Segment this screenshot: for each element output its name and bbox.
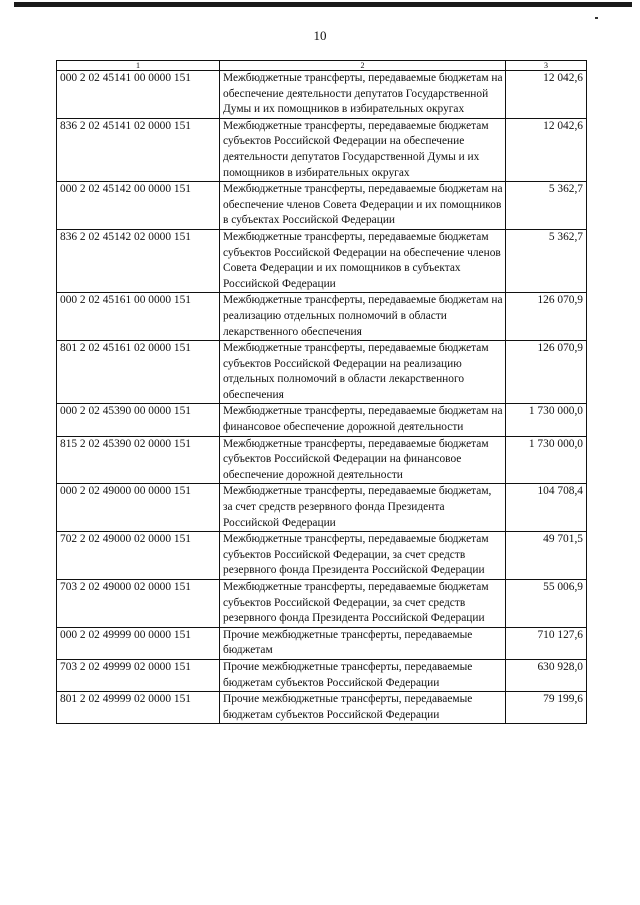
column-number-row — [57, 61, 587, 71]
transfer-name-cell: Межбюджетные трансферты, передаваемые бюджетам субъектов Российской Федерации на обеспечение членов Совета Федерации и их помощников в субъектах Российской Федерации — [220, 229, 506, 292]
table-row — [57, 484, 587, 532]
amount-cell: 5 362,7 — [506, 229, 587, 292]
budget-code-cell: 801 2 02 45161 02 0000 151 — [57, 341, 220, 404]
table-row — [57, 71, 587, 119]
table-row — [57, 627, 587, 659]
budget-code-cell: 000 2 02 49000 00 0000 151 — [57, 484, 220, 532]
budget-transfers-table — [56, 60, 587, 724]
amount-cell: 630 928,0 — [506, 659, 587, 691]
budget-code-cell: 000 2 02 49999 00 0000 151 — [57, 627, 220, 659]
budget-code-cell: 836 2 02 45141 02 0000 151 — [57, 118, 220, 181]
budget-code-cell: 815 2 02 45390 02 0000 151 — [57, 436, 220, 484]
budget-code-cell: 000 2 02 45390 00 0000 151 — [57, 404, 220, 436]
column-number-1: 1 — [57, 61, 220, 71]
scan-speck — [595, 17, 598, 19]
table-row — [57, 436, 587, 484]
transfer-name-cell: Межбюджетные трансферты, передаваемые бюджетам, за счет средств резервного фонда Президента Российской Федерации — [220, 484, 506, 532]
transfer-name-cell: Прочие межбюджетные трансферты, передаваемые бюджетам — [220, 627, 506, 659]
budget-code-cell: 836 2 02 45142 02 0000 151 — [57, 229, 220, 292]
transfer-name-cell: Межбюджетные трансферты, передаваемые бюджетам субъектов Российской Федерации на обеспечение деятельности депутатов Государственной Думы и их помощников в избирательных округах — [220, 118, 506, 181]
column-number-3: 3 — [506, 61, 587, 71]
column-number-2: 2 — [220, 61, 506, 71]
transfer-name-cell: Прочие межбюджетные трансферты, передаваемые бюджетам субъектов Российской Федерации — [220, 692, 506, 724]
table-row — [57, 118, 587, 181]
amount-cell: 104 708,4 — [506, 484, 587, 532]
amount-cell: 126 070,9 — [506, 341, 587, 404]
transfer-name-cell: Межбюджетные трансферты, передаваемые бюджетам на обеспечение деятельности депутатов Государственной Думы и их помощников в избирательных округах — [220, 71, 506, 119]
amount-cell: 126 070,9 — [506, 293, 587, 341]
transfer-name-cell: Межбюджетные трансферты, передаваемые бюджетам субъектов Российской Федерации на финансовое обеспечение дорожной деятельности — [220, 436, 506, 484]
table-row — [57, 182, 587, 230]
budget-code-cell: 000 2 02 45141 00 0000 151 — [57, 71, 220, 119]
budget-code-cell: 801 2 02 49999 02 0000 151 — [57, 692, 220, 724]
amount-cell: 5 362,7 — [506, 182, 587, 230]
transfer-name-cell: Межбюджетные трансферты, передаваемые бюджетам субъектов Российской Федерации, за счет средств резервного фонда Президента Российской Федерации — [220, 580, 506, 628]
budget-code-cell: 000 2 02 45161 00 0000 151 — [57, 293, 220, 341]
transfer-name-cell: Межбюджетные трансферты, передаваемые бюджетам субъектов Российской Федерации, за счет средств резервного фонда Президента Российской Федерации — [220, 532, 506, 580]
amount-cell: 1 730 000,0 — [506, 404, 587, 436]
table-row — [57, 404, 587, 436]
page-number: 10 — [313, 28, 327, 43]
table-row — [57, 659, 587, 691]
amount-cell: 79 199,6 — [506, 692, 587, 724]
amount-cell: 12 042,6 — [506, 118, 587, 181]
budget-code-cell: 703 2 02 49000 02 0000 151 — [57, 580, 220, 628]
amount-cell: 12 042,6 — [506, 71, 587, 119]
budget-code-cell: 000 2 02 45142 00 0000 151 — [57, 182, 220, 230]
table-row — [57, 293, 587, 341]
table-row — [57, 532, 587, 580]
budget-code-cell: 702 2 02 49000 02 0000 151 — [57, 532, 220, 580]
table-row — [57, 229, 587, 292]
table-row — [57, 692, 587, 724]
budget-code-cell: 703 2 02 49999 02 0000 151 — [57, 659, 220, 691]
transfer-name-cell: Прочие межбюджетные трансферты, передаваемые бюджетам субъектов Российской Федерации — [220, 659, 506, 691]
amount-cell: 55 006,9 — [506, 580, 587, 628]
table-row — [57, 580, 587, 628]
transfer-name-cell: Межбюджетные трансферты, передаваемые бюджетам на финансовое обеспечение дорожной деятельности — [220, 404, 506, 436]
amount-cell: 710 127,6 — [506, 627, 587, 659]
transfer-name-cell: Межбюджетные трансферты, передаваемые бюджетам на обеспечение членов Совета Федерации и их помощников в субъектах Российской Федерации — [220, 182, 506, 230]
table-row — [57, 341, 587, 404]
transfer-name-cell: Межбюджетные трансферты, передаваемые бюджетам на реализацию отдельных полномочий в области лекарственного обеспечения — [220, 293, 506, 341]
top-border-rule — [14, 2, 632, 7]
amount-cell: 49 701,5 — [506, 532, 587, 580]
transfer-name-cell: Межбюджетные трансферты, передаваемые бюджетам субъектов Российской Федерации на реализацию отдельных полномочий в области лекарственного обеспечения — [220, 341, 506, 404]
amount-cell: 1 730 000,0 — [506, 436, 587, 484]
